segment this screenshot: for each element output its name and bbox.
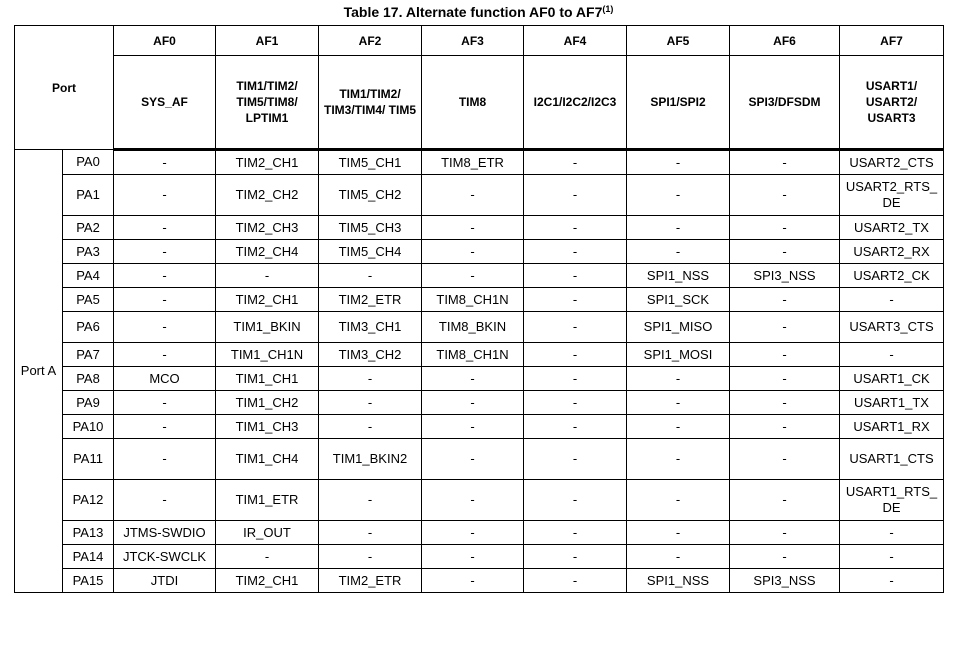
af-cell: - (114, 391, 216, 415)
af-cell: - (627, 367, 730, 391)
pin-cell: PA4 (63, 264, 114, 288)
af-header: AF1 (216, 26, 319, 56)
af-cell: - (627, 240, 730, 264)
table-row (15, 264, 944, 288)
af-cell: - (114, 175, 216, 216)
af-cell: - (319, 264, 422, 288)
af-cell: TIM1_CH3 (216, 415, 319, 439)
af-cell: - (524, 367, 627, 391)
table-row (15, 545, 944, 569)
af-cell: - (730, 240, 840, 264)
table-row (15, 240, 944, 264)
pin-cell: PA7 (63, 343, 114, 367)
af-cell: - (114, 288, 216, 312)
af-cell: - (422, 545, 524, 569)
af-cell: - (422, 439, 524, 480)
af-cell: - (730, 480, 840, 521)
af-cell: - (319, 367, 422, 391)
af-cell: - (114, 150, 216, 175)
af-cell: TIM2_CH1 (216, 569, 319, 593)
af-cell: - (216, 545, 319, 569)
af-cell: USART1_CK (840, 367, 944, 391)
af-cell: - (627, 521, 730, 545)
af-cell: - (840, 521, 944, 545)
af-cell: - (524, 264, 627, 288)
table-row (15, 216, 944, 240)
af-cell: TIM2_CH1 (216, 288, 319, 312)
af-cell: - (730, 391, 840, 415)
alternate-function-table (14, 25, 944, 593)
af-cell: - (627, 216, 730, 240)
af-cell: SPI1_NSS (627, 264, 730, 288)
af-cell: USART2_TX (840, 216, 944, 240)
table-row (15, 288, 944, 312)
af-header: AF4 (524, 26, 627, 56)
af-cell: TIM1_BKIN2 (319, 439, 422, 480)
af-cell: - (524, 240, 627, 264)
af-cell: USART2_RX (840, 240, 944, 264)
header-row-af (15, 26, 944, 56)
af-cell: TIM5_CH3 (319, 216, 422, 240)
af-cell: TIM2_CH2 (216, 175, 319, 216)
af-cell: USART3_CTS (840, 312, 944, 343)
af-cell: - (524, 415, 627, 439)
function-header: SPI3/DFSDM (730, 56, 840, 150)
pin-cell: PA9 (63, 391, 114, 415)
af-cell: - (730, 439, 840, 480)
table-title-text: Table 17. Alternate function AF0 to AF7 (343, 4, 603, 20)
pin-cell: PA1 (63, 175, 114, 216)
table-row (15, 312, 944, 343)
header-row-functions (15, 56, 944, 150)
af-cell: - (422, 175, 524, 216)
af-cell: TIM8_CH1N (422, 288, 524, 312)
table-row (15, 480, 944, 521)
af-cell: TIM1_ETR (216, 480, 319, 521)
af-cell: - (730, 216, 840, 240)
af-header: AF0 (114, 26, 216, 56)
af-cell: - (524, 569, 627, 593)
af-cell: - (114, 264, 216, 288)
function-header: I2C1/I2C2/I2C3 (524, 56, 627, 150)
af-cell: - (627, 480, 730, 521)
af-cell: TIM2_CH3 (216, 216, 319, 240)
af-header: AF6 (730, 26, 840, 56)
af-cell: TIM1_CH1N (216, 343, 319, 367)
af-cell: - (422, 569, 524, 593)
af-cell: - (319, 521, 422, 545)
af-cell: - (524, 343, 627, 367)
af-cell: - (730, 367, 840, 391)
af-cell: - (216, 264, 319, 288)
af-cell: - (524, 521, 627, 545)
af-cell: USART1_TX (840, 391, 944, 415)
af-cell: USART1_CTS (840, 439, 944, 480)
af-cell: - (422, 391, 524, 415)
title-footnote: (1) (602, 4, 614, 14)
af-cell: - (730, 312, 840, 343)
af-cell: - (627, 150, 730, 175)
af-cell: - (319, 415, 422, 439)
af-cell: TIM1_CH1 (216, 367, 319, 391)
af-cell: - (840, 343, 944, 367)
pin-cell: PA6 (63, 312, 114, 343)
table-row (15, 521, 944, 545)
af-cell: - (422, 216, 524, 240)
af-cell: SPI1_MOSI (627, 343, 730, 367)
table-title (0, 3, 957, 21)
af-cell: - (524, 150, 627, 175)
af-cell: - (319, 391, 422, 415)
function-header: TIM1/TIM2/ TIM3/TIM4/ TIM5 (319, 56, 422, 150)
port-header: Port (15, 26, 114, 150)
table-row (15, 439, 944, 480)
af-cell: - (840, 288, 944, 312)
pin-cell: PA5 (63, 288, 114, 312)
af-cell: USART2_CTS (840, 150, 944, 175)
af-cell: SPI3_NSS (730, 264, 840, 288)
table-row (15, 150, 944, 175)
af-cell: TIM8_BKIN (422, 312, 524, 343)
af-header: AF5 (627, 26, 730, 56)
pin-cell: PA0 (63, 150, 114, 175)
port-group-cell: Port A (15, 150, 63, 593)
af-header: AF3 (422, 26, 524, 56)
pin-cell: PA12 (63, 480, 114, 521)
af-cell: TIM1_BKIN (216, 312, 319, 343)
af-cell: - (730, 343, 840, 367)
af-cell: SPI1_MISO (627, 312, 730, 343)
af-cell: - (114, 216, 216, 240)
function-header: SYS_AF (114, 56, 216, 150)
af-cell: JTCK-SWCLK (114, 545, 216, 569)
af-cell: - (114, 343, 216, 367)
table-row (15, 367, 944, 391)
af-cell: - (114, 439, 216, 480)
function-header: USART1/ USART2/ USART3 (840, 56, 944, 150)
af-cell: TIM8_ETR (422, 150, 524, 175)
af-cell: USART1_RTS_ DE (840, 480, 944, 521)
af-cell: - (422, 264, 524, 288)
function-header: TIM1/TIM2/ TIM5/TIM8/ LPTIM1 (216, 56, 319, 150)
af-cell: - (524, 175, 627, 216)
pin-cell: PA11 (63, 439, 114, 480)
af-cell: - (422, 415, 524, 439)
af-cell: TIM3_CH2 (319, 343, 422, 367)
pin-cell: PA14 (63, 545, 114, 569)
af-cell: - (524, 216, 627, 240)
pin-cell: PA15 (63, 569, 114, 593)
af-cell: USART2_CK (840, 264, 944, 288)
af-cell: - (422, 521, 524, 545)
pin-cell: PA2 (63, 216, 114, 240)
af-cell: TIM5_CH2 (319, 175, 422, 216)
af-cell: - (627, 439, 730, 480)
af-cell: TIM2_ETR (319, 569, 422, 593)
table-row (15, 569, 944, 593)
af-cell: IR_OUT (216, 521, 319, 545)
af-cell: - (114, 415, 216, 439)
af-cell: JTDI (114, 569, 216, 593)
af-cell: TIM1_CH2 (216, 391, 319, 415)
af-cell: - (730, 415, 840, 439)
af-cell: - (114, 480, 216, 521)
af-cell: - (730, 175, 840, 216)
af-cell: - (730, 521, 840, 545)
af-header: AF2 (319, 26, 422, 56)
af-cell: TIM2_ETR (319, 288, 422, 312)
af-cell: USART2_RTS_ DE (840, 175, 944, 216)
af-cell: - (524, 545, 627, 569)
af-cell: - (114, 240, 216, 264)
af-cell: - (319, 545, 422, 569)
pin-cell: PA8 (63, 367, 114, 391)
af-cell: SPI1_NSS (627, 569, 730, 593)
af-cell: - (840, 545, 944, 569)
af-cell: USART1_RX (840, 415, 944, 439)
af-cell: TIM3_CH1 (319, 312, 422, 343)
function-header: TIM8 (422, 56, 524, 150)
af-cell: - (524, 439, 627, 480)
af-cell: TIM5_CH1 (319, 150, 422, 175)
af-cell: - (627, 391, 730, 415)
table-row (15, 415, 944, 439)
table-row (15, 175, 944, 216)
af-cell: - (524, 312, 627, 343)
af-cell: - (422, 240, 524, 264)
af-cell: SPI3_NSS (730, 569, 840, 593)
af-cell: - (840, 569, 944, 593)
table-row (15, 391, 944, 415)
pin-cell: PA10 (63, 415, 114, 439)
af-cell: SPI1_SCK (627, 288, 730, 312)
af-cell: - (730, 288, 840, 312)
af-cell: - (114, 312, 216, 343)
af-cell: - (524, 480, 627, 521)
table-body (15, 150, 944, 593)
af-cell: - (422, 367, 524, 391)
function-header: SPI1/SPI2 (627, 56, 730, 150)
af-cell: - (627, 545, 730, 569)
af-header: AF7 (840, 26, 944, 56)
af-cell: - (524, 391, 627, 415)
af-cell: TIM1_CH4 (216, 439, 319, 480)
af-cell: TIM5_CH4 (319, 240, 422, 264)
table-row (15, 343, 944, 367)
af-cell: - (524, 288, 627, 312)
af-cell: JTMS-SWDIO (114, 521, 216, 545)
af-cell: - (627, 415, 730, 439)
af-cell: MCO (114, 367, 216, 391)
af-cell: TIM2_CH4 (216, 240, 319, 264)
af-cell: - (627, 175, 730, 216)
af-cell: - (730, 545, 840, 569)
af-cell: TIM2_CH1 (216, 150, 319, 175)
af-cell: - (319, 480, 422, 521)
pin-cell: PA3 (63, 240, 114, 264)
af-cell: - (422, 480, 524, 521)
af-cell: - (730, 150, 840, 175)
pin-cell: PA13 (63, 521, 114, 545)
af-cell: TIM8_CH1N (422, 343, 524, 367)
